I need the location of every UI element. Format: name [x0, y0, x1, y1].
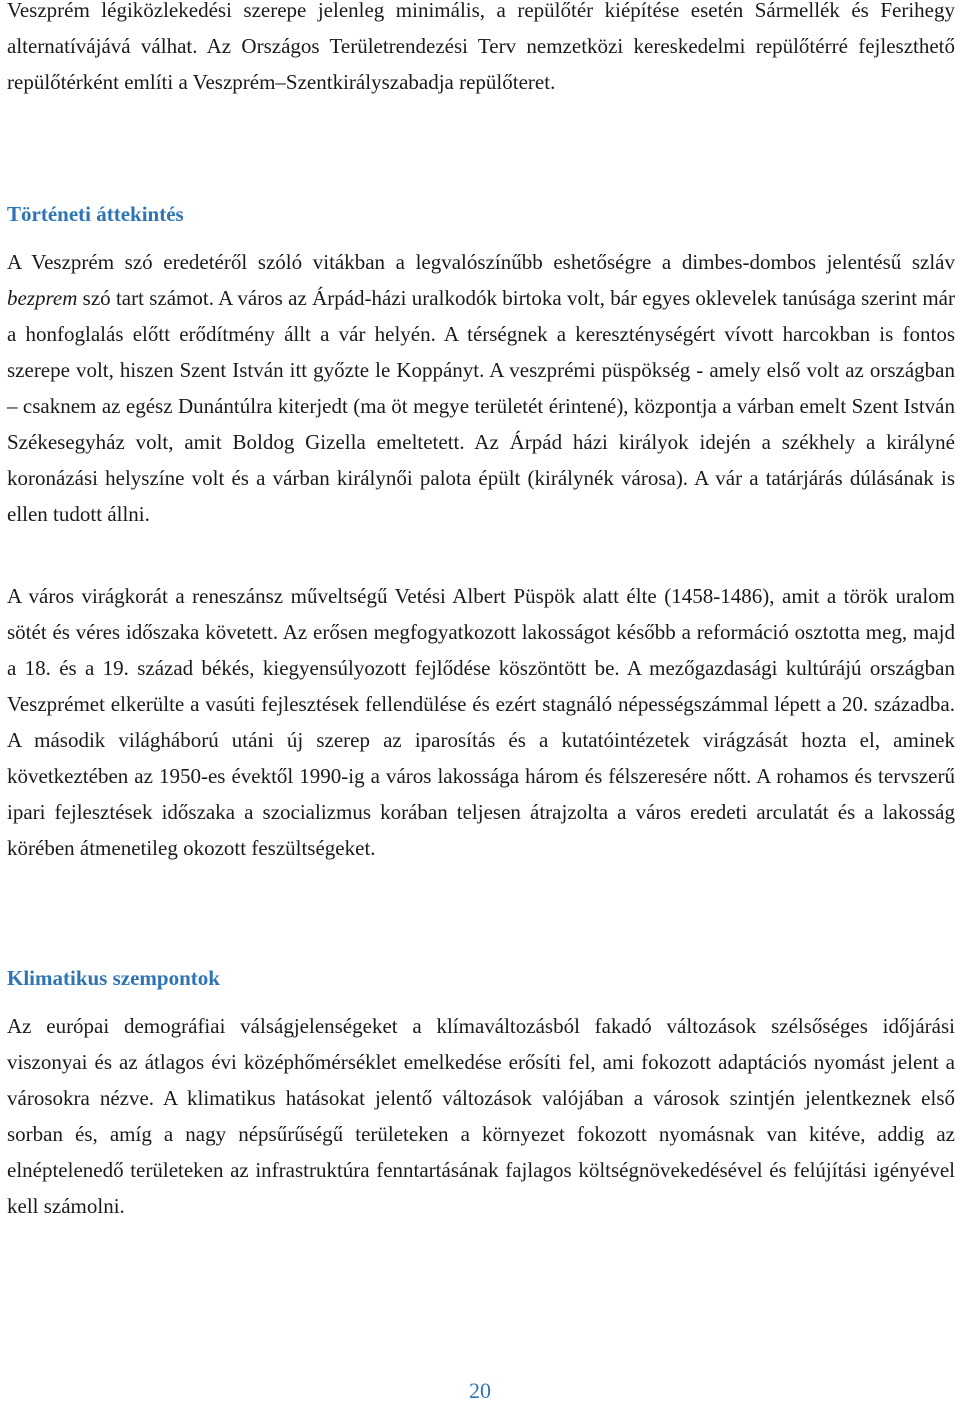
- page-number: 20: [469, 1378, 491, 1403]
- history-paragraph-1-start: A Veszprém szó eredetéről szóló vitákban a legvalószínűbb eshetőségre a dimbes-dombos jelentésű szláv: [7, 250, 955, 274]
- history-paragraph-2: A város virágkorát a reneszánsz műveltségű Vetési Albert Püspök alatt élte (1458-1486), amit a török uralom sötét és véres időszaka követett. Az erősen megfogyatkozott lakosságot később a reformáció osztotta meg, majd a 18. és a 19. század békés, kiegyensúlyozott fejlődése köszöntött be. A mezőgazdasági kultúrájú országban Veszprémet elkerülte a vasúti fejlesztések fellendülése és ezért stagnáló népességszámmal lépett a 20. századba. A második világháború utáni új szerep az iparosítás és a kutatóintézetek virágzását hozta el, aminek következtében az 1950-es évektől 1990-ig a város lakossága három és félszeresére nőtt. A rohamos és tervszerű ipari fejlesztések időszaka a szocializmus korában teljesen átrajzolta a város eredeti arculatát és a lakosság körében átmenetileg okozott feszültségeket.: [7, 584, 955, 860]
- section-heading-climate: Klimatikus szempontok: [7, 966, 220, 990]
- section-heading-history: Történeti áttekintés: [7, 202, 184, 226]
- history-italic-word: bezprem: [7, 286, 78, 310]
- intro-paragraph: Veszprém légiközlekedési szerepe jelenleg minimális, a repülőtér kiépítése esetén Sármellék és Ferihegy alternatívájává válhat. Az Országos Területrendezési Terv nemzetközi kereskedelmi repülőtérré fejleszthető repülőtérként említi a Veszprém–Szentkirályszabadja repülőteret.: [7, 0, 955, 94]
- climate-paragraph: Az európai demográfiai válságjelenségeket a klímaváltozásból fakadó változások szélsőséges időjárási viszonyai és az átlagos évi középhőmérséklet emelkedése erősíti fel, ami fokozott adaptációs nyomást jelent a városokra nézve. A klimatikus hatásokat jelentő változások valójában a városok szintjén jelentkeznek első sorban és, amíg a nagy népsűrűségű területeken a környezet fokozott nyomásnak van kitéve, addig az elnéptelenedő területeken az infrastruktúra fenntartásának fajlagos költségnövekedésével és felújítási igényével kell számolni.: [7, 1014, 955, 1218]
- history-paragraph-1-rest: szó tart számot. A város az Árpád-házi uralkodók birtoka volt, bár egyes oklevelek tanúsága szerint már a honfoglalás előtt erődítmény állt a vár helyén. A térségnek a kereszténységért vívott harcokban is fontos szerepe volt, hiszen Szent István itt győzte le Koppányt. A veszprémi püspökség - amely első volt az országban – csaknem az egész Dunántúlra kiterjedt (ma öt megye területét érintené), központja a várban emelt Szent István Székesegyház volt, amit Boldog Gizella emeltetett. Az Árpád házi királyok idején a székhely a királyné koronázási helyszíne volt és a várban királynői palota épült (királynék városa). A vár a tatárjárás dúlásának is ellen tudott állni.: [7, 286, 955, 526]
- history-paragraph-1: [7, 244, 955, 532]
